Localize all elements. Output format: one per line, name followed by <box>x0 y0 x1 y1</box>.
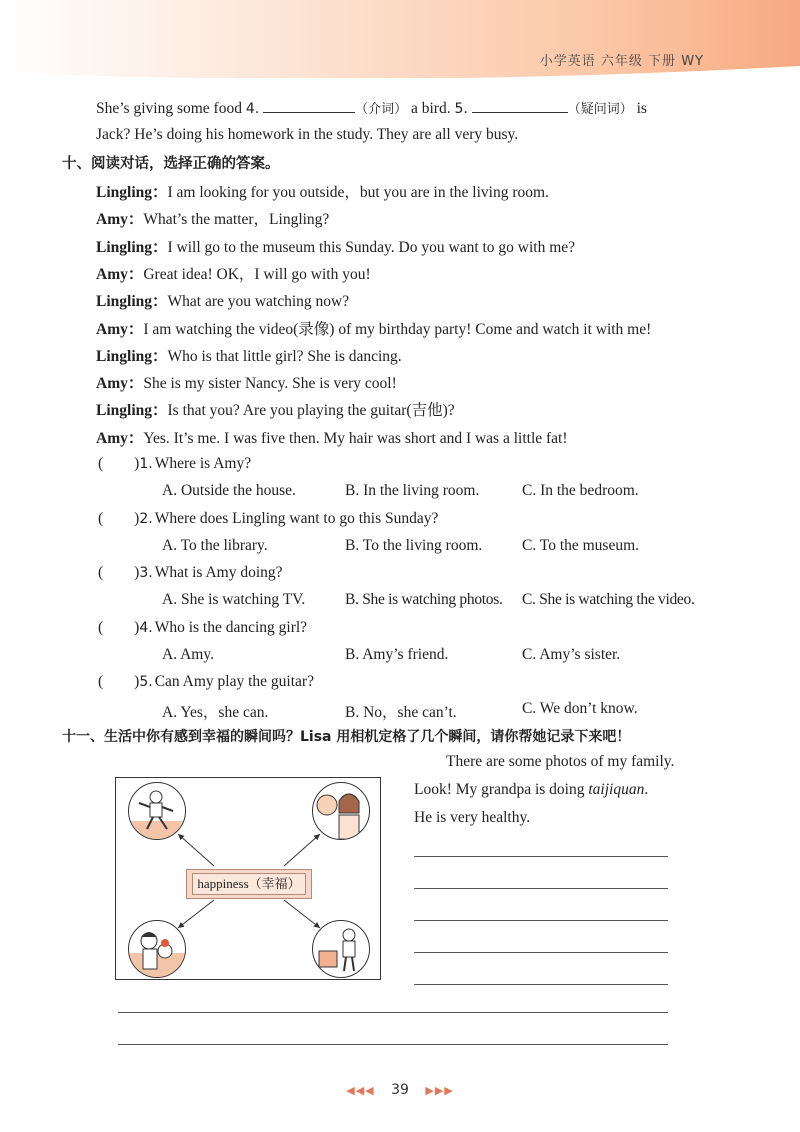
intro-text-c: is <box>632 100 647 117</box>
question-number: 4. <box>139 619 153 636</box>
dialogue-text: She is my sister Nancy. She is very cool! <box>143 375 397 393</box>
answer-line-2[interactable] <box>414 888 668 889</box>
speaker-name: Amy： <box>96 211 144 229</box>
dialogue-line <box>96 207 329 229</box>
speaker-name: Amy： <box>96 320 144 338</box>
option-b[interactable]: B. She is watching photos. <box>345 591 503 608</box>
woman-icon <box>313 783 369 839</box>
option-b[interactable]: B. To the living room. <box>345 536 483 554</box>
dialogue-line <box>96 371 397 393</box>
intro-line-2: Jack? He’s doing his homework in the study. They are all very busy. <box>96 126 519 143</box>
option-c[interactable]: C. Amy’s sister. <box>522 645 621 663</box>
intro-text-b: a bird. <box>407 100 455 117</box>
option-a[interactable]: A. Outside the house. <box>162 482 296 499</box>
answer-bracket[interactable]: ( ) <box>98 509 140 527</box>
dialogue-text: Yes. It’s me. I was five then. My hair was short and I was a little fat! <box>143 429 568 447</box>
boy-icon <box>313 921 369 977</box>
dialogue-text: I am watching the video(录像) of my birthday party! Come and watch it with me! <box>143 320 652 338</box>
answer-line-5[interactable] <box>414 984 668 985</box>
happiness-diagram <box>115 777 381 980</box>
dialogue-line <box>96 289 349 311</box>
photo-family <box>128 920 186 978</box>
intro-line-1 <box>96 98 647 118</box>
blank-4[interactable] <box>263 98 355 113</box>
page-number: 39 <box>391 1082 409 1098</box>
photo-woman <box>312 782 370 840</box>
answer-line-4[interactable] <box>414 952 668 953</box>
answer-bracket[interactable]: ( ) <box>98 564 140 581</box>
writing-line-1: There are some photos of my family. <box>446 753 675 770</box>
dialogue-text: Is that you? Are you playing the guitar(吉他)? <box>167 402 455 420</box>
option-c[interactable]: C. We don’t know. <box>522 700 638 717</box>
photo-boy <box>312 920 370 978</box>
grandpa-icon <box>129 783 185 839</box>
dialogue-line <box>96 180 549 202</box>
question-text: Who is the dancing girl? <box>154 618 308 636</box>
taijiquan-word: taijiquan <box>588 781 645 798</box>
speaker-name: Lingling： <box>96 402 168 420</box>
speaker-name: Lingling： <box>96 184 168 201</box>
happiness-label-box <box>186 869 312 899</box>
speaker-name: Lingling： <box>96 293 168 311</box>
dialogue-line <box>96 262 371 284</box>
section-10-title: 十、阅读对话，选择正确的答案。 <box>62 156 280 172</box>
dialogue-line <box>96 426 568 448</box>
option-b[interactable]: B. Amy’s friend. <box>345 645 449 663</box>
option-c[interactable]: C. To the museum. <box>522 536 640 554</box>
writing-line-2 <box>414 781 648 799</box>
intro-text-a: She’s giving some food <box>96 100 246 117</box>
option-a[interactable]: A. She is watching TV. <box>162 591 306 608</box>
option-b[interactable]: B. No，she can’t. <box>345 704 457 721</box>
writing-line-2-text: Look! My grandpa is doing <box>414 781 589 798</box>
speaker-name: Amy： <box>96 429 144 447</box>
next-arrows-icon: ▶▶▶ <box>425 1084 454 1097</box>
dialogue-text: Who is that little girl? She is dancing. <box>167 347 402 365</box>
speaker-name: Lingling： <box>96 238 168 256</box>
blank-5-hint: （疑问词） <box>567 102 633 117</box>
question-4 <box>98 619 307 637</box>
page-footer <box>0 1082 800 1098</box>
book-series-label: 小学英语 六年级 下册 WY <box>539 54 704 69</box>
question-number: 3. <box>139 565 153 581</box>
dialogue-text: What are you watching now? <box>167 293 350 311</box>
blank-5-number: 5. <box>454 101 468 117</box>
question-text: Where does Lingling want to go this Sunday? <box>154 509 439 527</box>
speaker-name: Lingling： <box>96 347 168 365</box>
answer-line-7[interactable] <box>118 1044 668 1045</box>
dialogue-line <box>96 317 651 339</box>
option-c[interactable]: C. She is watching the video. <box>522 591 695 608</box>
question-5 <box>98 673 314 691</box>
question-number: 2. <box>139 510 153 527</box>
answer-line-6[interactable] <box>118 1012 668 1013</box>
writing-line-3: He is very healthy. <box>414 809 531 826</box>
answer-line-3[interactable] <box>414 920 668 921</box>
answer-bracket[interactable]: ( ) <box>98 455 140 472</box>
answer-bracket[interactable]: ( ) <box>98 618 140 636</box>
writing-line-2-end: . <box>644 781 649 798</box>
photo-grandpa-taijiquan <box>128 782 186 840</box>
blank-4-number: 4. <box>245 101 260 117</box>
question-1 <box>98 455 251 473</box>
happiness-label: happiness（幸福） <box>192 873 305 895</box>
question-text: What is Amy doing? <box>154 564 283 581</box>
dialogue-line <box>96 398 455 420</box>
question-number: 5. <box>139 674 153 690</box>
option-a[interactable]: A. Yes，she can. <box>162 704 269 721</box>
option-a[interactable]: A. To the library. <box>162 536 268 554</box>
question-text: Can Amy play the guitar? <box>154 673 314 690</box>
option-c[interactable]: C. In the bedroom. <box>522 482 639 499</box>
answer-line-1[interactable] <box>414 856 668 857</box>
section-11-title: 十一、生活中你有感到幸福的瞬间吗？Lisa 用相机定格了几个瞬间，请你帮她记录下来吧！ <box>62 729 631 745</box>
dialogue-line <box>96 235 575 257</box>
prev-arrows-icon: ◀◀◀ <box>346 1084 375 1097</box>
speaker-name: Amy： <box>96 265 144 283</box>
option-b[interactable]: B. In the living room. <box>345 482 480 499</box>
option-a[interactable]: A. Amy. <box>162 645 214 663</box>
question-3 <box>98 564 283 582</box>
dialogue-text: Great idea! OK，I will go with you! <box>143 265 371 283</box>
question-text: Where is Amy? <box>154 455 252 472</box>
question-2 <box>98 510 438 528</box>
dialogue-line <box>96 344 402 366</box>
question-number: 1. <box>139 456 153 472</box>
dialogue-text: What’s the matter，Lingling? <box>143 211 330 229</box>
family-icon <box>129 921 185 977</box>
dialogue-text: I am looking for you outside，but you are in the living room. <box>167 184 549 201</box>
dialogue-text: I will go to the museum this Sunday. Do you want to go with me? <box>167 238 576 256</box>
answer-bracket[interactable]: ( ) <box>98 673 140 690</box>
blank-5[interactable] <box>472 98 568 113</box>
speaker-name: Amy： <box>96 375 144 393</box>
blank-4-hint: （介词） <box>355 102 408 117</box>
